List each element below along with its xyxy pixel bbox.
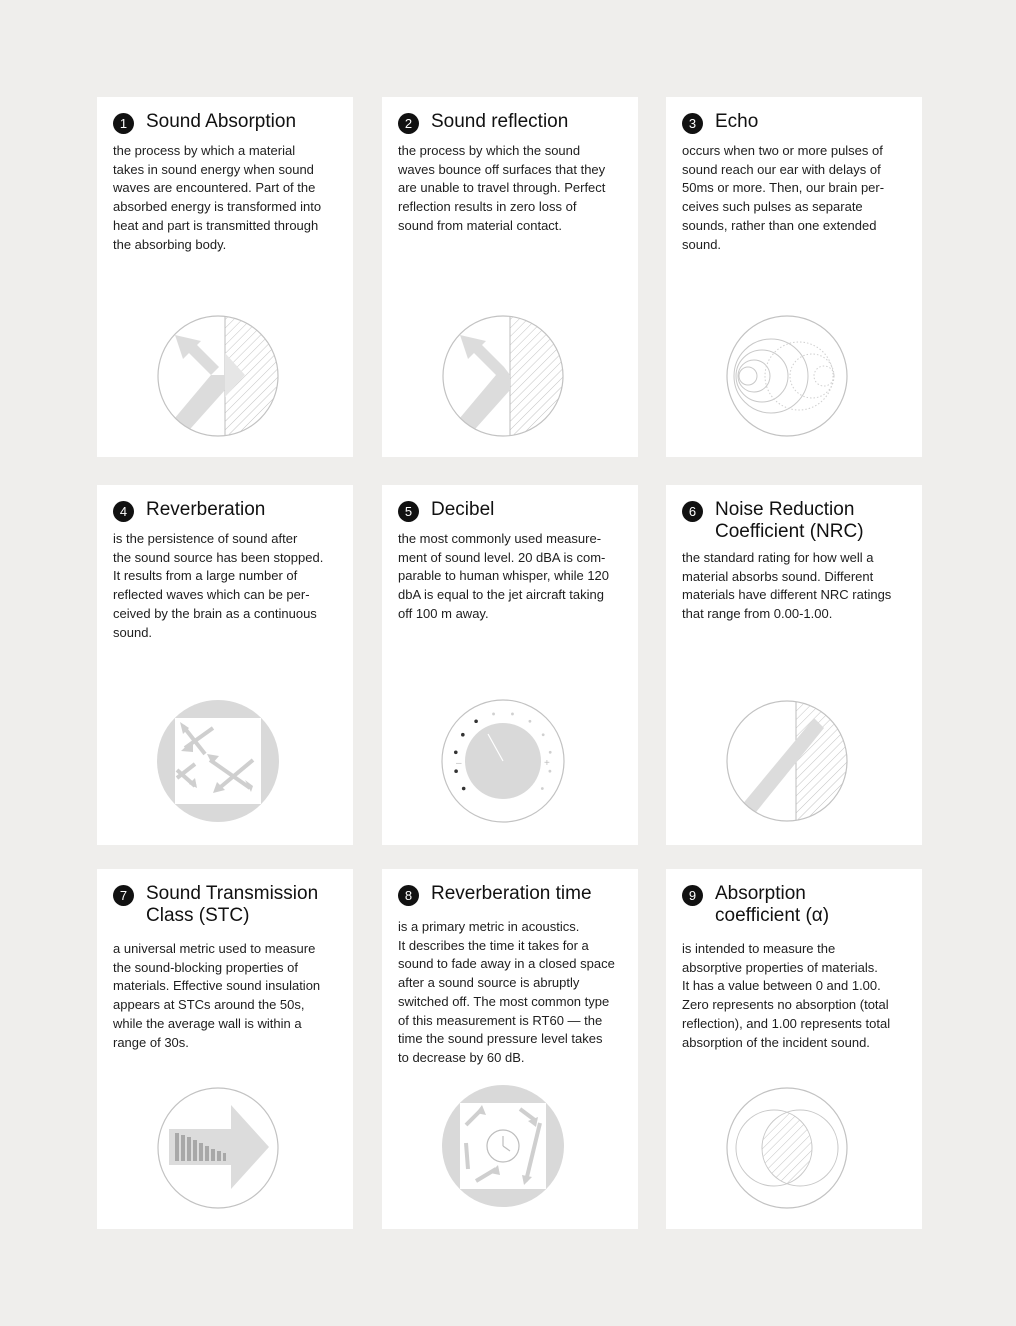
card-title: Noise Reduction Coefficient (NRC) xyxy=(715,499,864,542)
card-description: is the persistence of sound after the sound source has been stopped. It results from a large number of reflected waves which can be per- ceived by the brain as a continuous sound. xyxy=(113,531,324,640)
card-description: a universal metric used to measure the sound-blocking properties of materials. Effective sound insulation appears at STCs around the 50s, while the average wall is within a range of 30s. xyxy=(113,941,321,1050)
card-title: Sound Absorption xyxy=(146,111,297,132)
card-number-badge: 6 xyxy=(682,501,703,522)
dial-tick-dot xyxy=(541,787,544,790)
dial-tick-dot xyxy=(542,733,545,736)
card-number-badge: 8 xyxy=(398,885,419,906)
card-description: is intended to measure the absorptive properties of materials. It has a value between 0 and 1.00. Zero represents no absorption (total reflection), and 1.00 represents total absorption of the incident sound. xyxy=(682,941,891,1050)
decibel-dial-icon xyxy=(440,698,566,824)
card-number-badge: 7 xyxy=(113,885,134,906)
card-title: Absorption coefficient (α) xyxy=(715,883,830,926)
dial-tick-dot xyxy=(461,733,465,737)
dial-minus-label: – xyxy=(456,758,462,769)
card-number-badge: 1 xyxy=(113,113,134,134)
card-title: Sound Transmission Class (STC) xyxy=(146,883,319,926)
card-sound-reflection xyxy=(382,97,638,457)
dial-tick-dot xyxy=(511,713,514,716)
card-description: is a primary metric in acoustics. It describes the time it takes for a sound to fade away in a closed space after a sound source is abruptly switched off. The most common type of this measurement is RT60 — the time the sound pressure level takes to decrease by 60 dB. xyxy=(398,919,615,1065)
absorption-coefficient-icon xyxy=(724,1085,850,1211)
stc-arrow-icon xyxy=(155,1085,281,1211)
dial-tick-dot xyxy=(529,720,532,723)
card-description: the process by which the sound waves bounce off surfaces that they are unable to travel through. Perfect reflection results in zero loss of sound from material contact. xyxy=(398,143,606,233)
dial-tick-dot xyxy=(549,770,552,773)
dial-tick-dot xyxy=(492,713,495,716)
card-absorption-coefficient xyxy=(666,869,922,1229)
dial-tick-dot xyxy=(462,787,466,791)
card-number-badge: 2 xyxy=(398,113,419,134)
dial-tick-dot xyxy=(454,769,458,773)
card-number-badge: 9 xyxy=(682,885,703,906)
card-reverberation-time xyxy=(382,869,638,1229)
dial-tick-dot xyxy=(474,719,478,723)
card-decibel xyxy=(382,485,638,845)
nrc-icon xyxy=(724,698,850,824)
card-number-badge: 4 xyxy=(113,501,134,522)
echo-icon xyxy=(724,313,850,439)
card-stc xyxy=(97,869,353,1229)
dial-plus-label: + xyxy=(544,758,550,769)
card-number-badge: 5 xyxy=(398,501,419,522)
card-title: Reverberation time xyxy=(431,883,592,904)
card-title: Sound reflection xyxy=(431,111,569,132)
card-title: Reverberation xyxy=(146,499,266,520)
dial-tick-dot xyxy=(454,750,458,754)
card-number-badge: 3 xyxy=(682,113,703,134)
dial-tick-dot xyxy=(549,751,552,754)
card-sound-absorption xyxy=(97,97,353,457)
card-echo xyxy=(666,97,922,457)
card-description: the most commonly used measure- ment of sound level. 20 dBA is com- parable to human whisper, while 120 dbA is equal to the jet aircraft taking off 100 m away. xyxy=(398,531,610,621)
card-title: Echo xyxy=(715,111,759,132)
card-nrc xyxy=(666,485,922,845)
reverberation-time-clock-icon xyxy=(440,1083,566,1209)
card-description: the standard rating for how well a material absorbs sound. Different materials have different NRC ratings that range from 0.00-1.00. xyxy=(682,550,892,622)
sound-reflection-icon xyxy=(440,313,566,439)
card-title: Decibel xyxy=(431,499,495,520)
card-description: occurs when two or more pulses of sound reach our ear with delays of 50ms or more. Then, our brain per- ceives such pulses as separate sounds, rather than one extended sound. xyxy=(682,143,885,252)
reverberation-icon xyxy=(155,698,281,824)
sound-absorption-icon xyxy=(155,313,281,439)
card-description: the process by which a material takes in sound energy when sound waves are encountered. Part of the absorbed energy is transformed into heat and part is transmitted through the absorbing body. xyxy=(113,143,322,252)
card-reverberation xyxy=(97,485,353,845)
